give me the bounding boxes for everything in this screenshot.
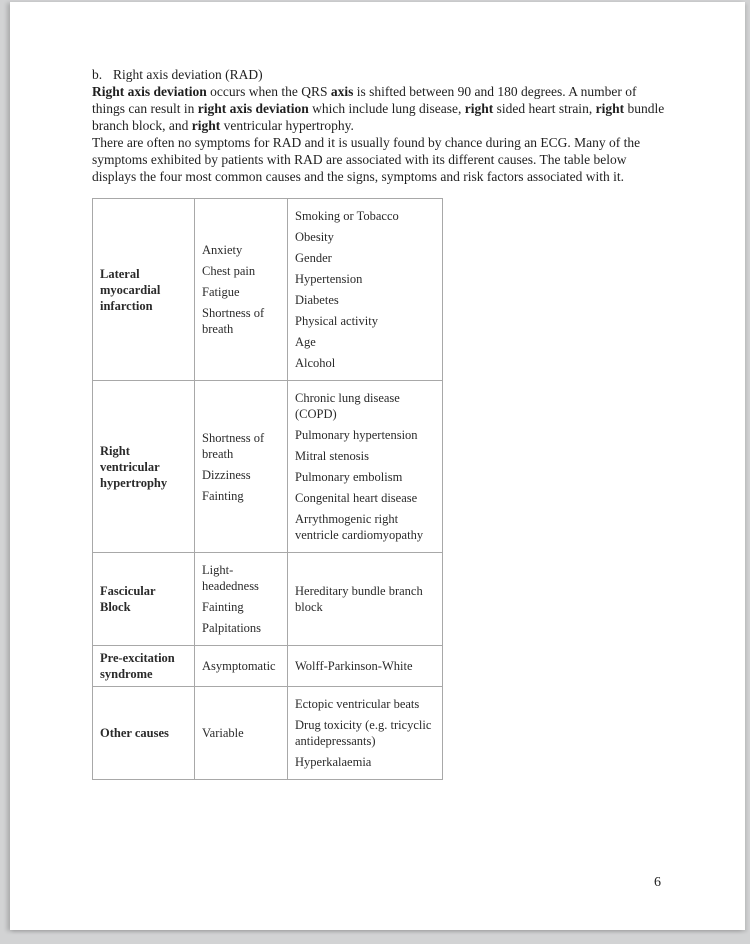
- page-number: 6: [654, 875, 661, 890]
- table-cell-item: Light-headedness: [202, 563, 259, 593]
- bold-text-run: right: [595, 101, 625, 116]
- table-row: [93, 687, 443, 780]
- table-cell-item: Hypertension: [295, 272, 363, 286]
- symptoms-cell: [195, 553, 288, 646]
- cause-cell: Lateral myocardial infarction: [93, 199, 195, 381]
- table-cell-item: Congenital heart disease: [295, 491, 418, 505]
- table-cell-item: Hereditary bundle branch block: [295, 584, 423, 614]
- table-cell-item: Fatigue: [202, 285, 240, 299]
- table-cell-item: Obesity: [295, 230, 334, 244]
- table-cell-item: Diabetes: [295, 293, 339, 307]
- bold-text-run: axis: [330, 84, 354, 99]
- cause-cell: Right ventricular hypertrophy: [93, 381, 195, 553]
- text-run: sided heart strain,: [493, 101, 596, 116]
- intro-paragraph: [92, 83, 672, 134]
- table-cell-item: Variable: [202, 726, 244, 740]
- table-cell-item: Pulmonary hypertension: [295, 428, 418, 442]
- bold-text-run: right: [464, 101, 494, 116]
- risk-factors-cell: [288, 687, 443, 780]
- text-run: which include lung disease,: [308, 101, 465, 116]
- detail-paragraph: There are often no symptoms for RAD and it is usually found by chance during an ECG. Many of the symptoms exhibited by patients with RAD are associated with its different causes. The table below displays the four most common causes and the signs, symptoms and risk factors associated with it.: [92, 135, 641, 184]
- text-run: bundle branch block, and: [92, 101, 665, 133]
- table-cell-item: Anxiety: [202, 243, 243, 257]
- document-page: [10, 2, 745, 930]
- text-run: ventricular hypertrophy.: [220, 118, 354, 133]
- risk-factors-cell: [288, 646, 443, 687]
- symptoms-cell: [195, 199, 288, 381]
- bold-text-run: right: [191, 118, 221, 133]
- table-cell-item: Fainting: [202, 488, 244, 503]
- text-run: occurs when the QRS: [206, 84, 331, 99]
- table-cell-item: Gender: [295, 251, 332, 265]
- table-row: [93, 553, 443, 646]
- section-heading-text: Right axis deviation (RAD): [113, 67, 263, 82]
- cause-cell: Pre-excitation syndrome: [93, 646, 195, 687]
- table-cell-item: Arrythmogenic right ventricle cardiomyopathy: [295, 512, 424, 542]
- table-cell-item: Shortness of breath: [202, 430, 265, 461]
- risk-factors-cell: [288, 199, 443, 381]
- table-row: [93, 646, 443, 687]
- table-cell-item: Smoking or Tobacco: [295, 209, 399, 223]
- table-cell-item: Drug toxicity (e.g. tricyclic antidepressants): [295, 718, 432, 748]
- table-cell-item: Age: [295, 335, 316, 349]
- symptoms-cell: [195, 646, 288, 687]
- table-cell-item: Physical activity: [295, 314, 378, 328]
- table-cell-item: Asymptomatic: [202, 659, 276, 673]
- page-content: [92, 66, 672, 780]
- section-heading-marker: b.: [92, 67, 103, 82]
- table-cell-item: Alcohol: [295, 356, 336, 370]
- table-cell-item: Pulmonary embolism: [295, 470, 403, 484]
- table-cell-item: Shortness of breath: [202, 306, 265, 336]
- table-cell-item: Hyperkalaemia: [295, 755, 372, 769]
- risk-factors-cell: [288, 381, 443, 553]
- table-row: [93, 381, 443, 553]
- causes-table-body: [93, 199, 443, 780]
- table-cell-item: Chest pain: [202, 264, 256, 278]
- table-cell-item: Wolff-Parkinson-White: [295, 659, 413, 673]
- cause-cell: Fascicular Block: [93, 553, 195, 646]
- bold-text-run: Right axis deviation: [92, 84, 207, 99]
- cause-cell: Other causes: [93, 687, 195, 780]
- table-cell-item: Palpitations: [202, 621, 262, 635]
- symptoms-cell: [195, 381, 288, 553]
- table-cell-item: Mitral stenosis: [295, 449, 369, 463]
- text-run: is shifted between 90 and 180 degrees. A number of things can result in: [92, 84, 637, 116]
- table-cell-item: Fainting: [202, 600, 244, 614]
- table-row: [93, 199, 443, 381]
- symptoms-cell: [195, 687, 288, 780]
- causes-table: [92, 198, 443, 780]
- risk-factors-cell: [288, 553, 443, 646]
- table-cell-item: Dizziness: [202, 467, 251, 482]
- section-heading: [92, 66, 672, 83]
- table-cell-item: Ectopic ventricular beats: [295, 697, 420, 711]
- bold-text-run: right axis deviation: [197, 101, 309, 116]
- table-cell-item: Chronic lung disease (COPD): [295, 391, 400, 421]
